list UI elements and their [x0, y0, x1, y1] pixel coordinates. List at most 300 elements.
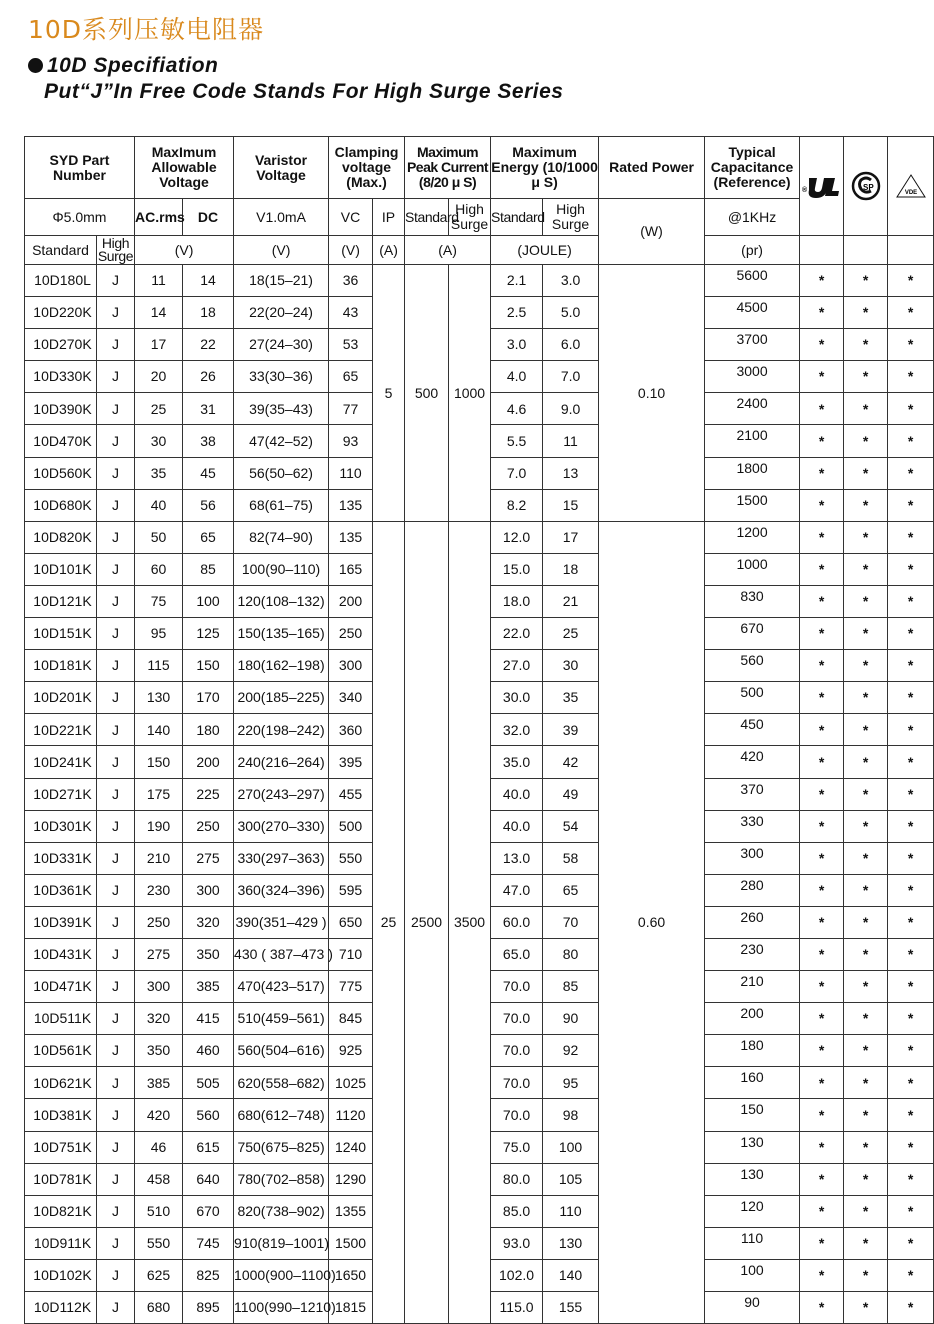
clamping-voltage-cell: 925 [329, 1035, 373, 1067]
header-part-number: SYD Part Number [25, 137, 135, 199]
subheader-v1ma: V1.0mA [234, 199, 329, 236]
vde-mark-cell: * [888, 553, 934, 585]
clamping-voltage-cell: 200 [329, 585, 373, 617]
energy-standard-cell: 70.0 [491, 1099, 543, 1131]
capacitance-cell: 1200 [705, 521, 800, 553]
unit-pr: (pr) [705, 236, 800, 265]
capacitance-cell: 3700 [705, 329, 800, 361]
capacitance-cell: 500 [705, 682, 800, 714]
ul-mark-cell: * [800, 1131, 844, 1163]
ac-voltage-cell: 130 [135, 682, 183, 714]
vde-mark-cell: * [888, 521, 934, 553]
energy-high-cell: 15 [543, 489, 599, 521]
vde-mark-cell: * [888, 618, 934, 650]
dc-voltage-cell: 505 [183, 1067, 234, 1099]
dc-voltage-cell: 350 [183, 938, 234, 970]
capacitance-cell: 130 [705, 1131, 800, 1163]
energy-high-cell: 85 [543, 971, 599, 1003]
high-surge-cell: J [97, 778, 135, 810]
energy-standard-cell: 13.0 [491, 842, 543, 874]
varistor-voltage-cell: 82(74–90) [234, 521, 329, 553]
dc-voltage-cell: 275 [183, 842, 234, 874]
unit-empty-ul [800, 236, 844, 265]
dc-voltage-cell: 170 [183, 682, 234, 714]
ac-voltage-cell: 40 [135, 489, 183, 521]
unit-high-surge: High Surge [97, 234, 134, 264]
part-number-cell: 10D270K [25, 329, 97, 361]
csa-mark-cell: * [844, 778, 888, 810]
clamping-voltage-cell: 500 [329, 810, 373, 842]
svg-text:SP: SP [862, 183, 874, 192]
varistor-voltage-cell: 1100(990–1210) [234, 1292, 329, 1324]
vde-mark-cell: * [888, 906, 934, 938]
ac-voltage-cell: 30 [135, 425, 183, 457]
header-clamping: Clamping voltage (Max.) [329, 137, 405, 199]
unit-volt: (V) [135, 236, 234, 265]
ul-mark-cell: * [800, 1292, 844, 1324]
varistor-voltage-cell: 270(243–297) [234, 778, 329, 810]
varistor-voltage-cell: 820(738–902) [234, 1195, 329, 1227]
energy-standard-cell: 2.1 [491, 265, 543, 297]
high-surge-cell: J [97, 1067, 135, 1099]
varistor-voltage-cell: 68(61–75) [234, 489, 329, 521]
ul-mark-cell: * [800, 265, 844, 297]
high-surge-cell: J [97, 810, 135, 842]
vde-mark-cell: * [888, 650, 934, 682]
capacitance-cell: 160 [705, 1067, 800, 1099]
ul-mark-cell: * [800, 1259, 844, 1291]
ac-voltage-cell: 17 [135, 329, 183, 361]
clamping-voltage-cell: 53 [329, 329, 373, 361]
energy-standard-cell: 8.2 [491, 489, 543, 521]
vde-mark-cell: * [888, 329, 934, 361]
table-row [25, 265, 934, 297]
part-number-cell: 10D301K [25, 810, 97, 842]
dc-voltage-cell: 38 [183, 425, 234, 457]
capacitance-cell: 3000 [705, 361, 800, 393]
ul-mark-cell: * [800, 874, 844, 906]
high-surge-cell: J [97, 1227, 135, 1259]
spec-title [28, 54, 218, 78]
high-surge-cell: J [97, 938, 135, 970]
capacitance-cell: 560 [705, 650, 800, 682]
csa-mark-cell: * [844, 1259, 888, 1291]
part-number-cell: 10D151K [25, 618, 97, 650]
capacitance-cell: 1000 [705, 553, 800, 585]
energy-standard-cell: 65.0 [491, 938, 543, 970]
vde-mark-cell: * [888, 1195, 934, 1227]
dc-voltage-cell: 615 [183, 1131, 234, 1163]
capacitance-cell: 5600 [705, 265, 800, 297]
vde-mark-cell: * [888, 714, 934, 746]
high-surge-cell: J [97, 393, 135, 425]
ac-voltage-cell: 46 [135, 1131, 183, 1163]
vde-mark-cell: * [888, 393, 934, 425]
clamping-voltage-cell: 455 [329, 778, 373, 810]
vde-mark-cell: * [888, 971, 934, 1003]
header-peak-current: Maximum Peak Current (8/20 μ S) [405, 137, 491, 199]
ac-voltage-cell: 250 [135, 906, 183, 938]
varistor-voltage-cell: 360(324–396) [234, 874, 329, 906]
energy-standard-cell: 47.0 [491, 874, 543, 906]
energy-high-cell: 3.0 [543, 265, 599, 297]
csa-mark-cell: * [844, 618, 888, 650]
vde-logo-cell [888, 137, 934, 236]
energy-high-cell: 18 [543, 553, 599, 585]
dc-voltage-cell: 385 [183, 971, 234, 1003]
clamping-voltage-cell: 1290 [329, 1163, 373, 1195]
dc-voltage-cell: 31 [183, 393, 234, 425]
vde-mark-cell: * [888, 457, 934, 489]
ac-voltage-cell: 385 [135, 1067, 183, 1099]
vde-mark-cell: * [888, 1259, 934, 1291]
energy-standard-cell: 7.0 [491, 457, 543, 489]
high-surge-cell: J [97, 329, 135, 361]
clamping-voltage-cell: 135 [329, 489, 373, 521]
high-surge-cell: J [97, 1003, 135, 1035]
varistor-voltage-cell: 750(675–825) [234, 1131, 329, 1163]
clamping-voltage-cell: 340 [329, 682, 373, 714]
vde-mark-cell: * [888, 1099, 934, 1131]
csa-mark-cell: * [844, 297, 888, 329]
vde-mark-cell: * [888, 778, 934, 810]
energy-standard-cell: 93.0 [491, 1227, 543, 1259]
varistor-voltage-cell: 180(162–198) [234, 650, 329, 682]
csa-mark-cell: * [844, 457, 888, 489]
energy-standard-cell: 2.5 [491, 297, 543, 329]
ul-mark-cell: * [800, 297, 844, 329]
subheader-energy-standard: Standard [491, 199, 543, 236]
ul-mark-cell: * [800, 489, 844, 521]
ac-voltage-cell: 275 [135, 938, 183, 970]
vde-mark-cell: * [888, 1227, 934, 1259]
clamping-voltage-cell: 43 [329, 297, 373, 329]
high-surge-cell: J [97, 265, 135, 297]
energy-high-cell: 30 [543, 650, 599, 682]
ac-voltage-cell: 20 [135, 361, 183, 393]
csa-mark-cell: * [844, 682, 888, 714]
subheader-high-surge: High Surge [449, 199, 491, 236]
dc-voltage-cell: 150 [183, 650, 234, 682]
capacitance-cell: 450 [705, 714, 800, 746]
energy-standard-cell: 22.0 [491, 618, 543, 650]
part-number-cell: 10D511K [25, 1003, 97, 1035]
dc-voltage-cell: 200 [183, 746, 234, 778]
ac-voltage-cell: 50 [135, 521, 183, 553]
high-surge-cell: J [97, 1163, 135, 1195]
ul-mark-cell: * [800, 521, 844, 553]
clamping-voltage-cell: 595 [329, 874, 373, 906]
header-max-voltage: MaxImum Allowable Voltage [135, 137, 234, 199]
spec-table [24, 136, 934, 1324]
energy-high-cell: 80 [543, 938, 599, 970]
unit-amp-peak: (A) [405, 236, 491, 265]
table-row [25, 521, 934, 553]
high-surge-cell: J [97, 971, 135, 1003]
varistor-voltage-cell: 390(351–429 ) [234, 906, 329, 938]
part-number-cell: 10D271K [25, 778, 97, 810]
energy-standard-cell: 5.5 [491, 425, 543, 457]
clamping-voltage-cell: 550 [329, 842, 373, 874]
energy-high-cell: 9.0 [543, 393, 599, 425]
csa-mark-cell: * [844, 874, 888, 906]
dc-voltage-cell: 14 [183, 265, 234, 297]
dc-voltage-cell: 85 [183, 553, 234, 585]
energy-standard-cell: 70.0 [491, 971, 543, 1003]
energy-standard-cell: 12.0 [491, 521, 543, 553]
part-number-cell: 10D781K [25, 1163, 97, 1195]
part-number-cell: 10D201K [25, 682, 97, 714]
energy-high-cell: 58 [543, 842, 599, 874]
varistor-voltage-cell: 300(270–330) [234, 810, 329, 842]
ac-voltage-cell: 420 [135, 1099, 183, 1131]
ac-voltage-cell: 190 [135, 810, 183, 842]
varistor-voltage-cell: 47(42–52) [234, 425, 329, 457]
part-number-cell: 10D751K [25, 1131, 97, 1163]
ul-mark-cell: * [800, 746, 844, 778]
ul-mark-cell: * [800, 842, 844, 874]
dc-voltage-cell: 250 [183, 810, 234, 842]
high-surge-cell: J [97, 1131, 135, 1163]
energy-standard-cell: 85.0 [491, 1195, 543, 1227]
csa-logo-cell [844, 137, 888, 236]
varistor-voltage-cell: 560(504–616) [234, 1035, 329, 1067]
high-surge-cell: J [97, 874, 135, 906]
part-number-cell: 10D621K [25, 1067, 97, 1099]
ac-voltage-cell: 320 [135, 1003, 183, 1035]
unit-amp: (A) [373, 236, 405, 265]
ul-mark-cell: * [800, 810, 844, 842]
energy-high-cell: 70 [543, 906, 599, 938]
csa-mark-cell: * [844, 1131, 888, 1163]
subheader-watt: (W) [599, 199, 705, 265]
high-surge-cell: J [97, 650, 135, 682]
energy-standard-cell: 3.0 [491, 329, 543, 361]
clamping-voltage-cell: 845 [329, 1003, 373, 1035]
energy-standard-cell: 80.0 [491, 1163, 543, 1195]
capacitance-cell: 4500 [705, 297, 800, 329]
peak-high-cell: 1000 [449, 265, 491, 522]
unit-standard: Standard [25, 236, 97, 265]
energy-standard-cell: 70.0 [491, 1067, 543, 1099]
ul-mark-cell: * [800, 329, 844, 361]
clamping-voltage-cell: 775 [329, 971, 373, 1003]
dc-voltage-cell: 560 [183, 1099, 234, 1131]
energy-high-cell: 155 [543, 1292, 599, 1324]
high-surge-cell: J [97, 714, 135, 746]
energy-standard-cell: 4.6 [491, 393, 543, 425]
varistor-voltage-cell: 510(459–561) [234, 1003, 329, 1035]
energy-high-cell: 92 [543, 1035, 599, 1067]
clamping-voltage-cell: 1500 [329, 1227, 373, 1259]
ip-cell: 5 [373, 265, 405, 522]
varistor-voltage-cell: 22(20–24) [234, 297, 329, 329]
ac-voltage-cell: 210 [135, 842, 183, 874]
energy-high-cell: 130 [543, 1227, 599, 1259]
energy-standard-cell: 70.0 [491, 1003, 543, 1035]
part-number-cell: 10D381K [25, 1099, 97, 1131]
vde-mark-cell: * [888, 938, 934, 970]
energy-high-cell: 17 [543, 521, 599, 553]
ul-mark-cell: * [800, 1163, 844, 1195]
high-surge-cell: J [97, 1195, 135, 1227]
ac-voltage-cell: 11 [135, 265, 183, 297]
ac-voltage-cell: 625 [135, 1259, 183, 1291]
csa-mark-cell: * [844, 714, 888, 746]
capacitance-cell: 130 [705, 1163, 800, 1195]
clamping-voltage-cell: 1120 [329, 1099, 373, 1131]
part-number-cell: 10D102K [25, 1259, 97, 1291]
high-surge-cell: J [97, 297, 135, 329]
dc-voltage-cell: 640 [183, 1163, 234, 1195]
part-number-cell: 10D220K [25, 297, 97, 329]
subheader-ac: AC.rms [135, 199, 183, 236]
part-number-cell: 10D820K [25, 521, 97, 553]
varistor-voltage-cell: 430 ( 387–473 ) [234, 938, 329, 970]
varistor-voltage-cell: 120(108–132) [234, 585, 329, 617]
ul-mark-cell: * [800, 650, 844, 682]
part-number-cell: 10D390K [25, 393, 97, 425]
part-number-cell: 10D911K [25, 1227, 97, 1259]
varistor-voltage-cell: 470(423–517) [234, 971, 329, 1003]
clamping-voltage-cell: 93 [329, 425, 373, 457]
peak-high-cell: 3500 [449, 521, 491, 1323]
ac-voltage-cell: 510 [135, 1195, 183, 1227]
part-number-cell: 10D431K [25, 938, 97, 970]
capacitance-cell: 210 [705, 971, 800, 1003]
header-energy: Maximum Energy (10/1000 μ S) [491, 137, 599, 199]
energy-standard-cell: 115.0 [491, 1292, 543, 1324]
varistor-voltage-cell: 18(15–21) [234, 265, 329, 297]
subheader-ip: IP [373, 199, 405, 236]
csa-mark-cell: * [844, 393, 888, 425]
vde-mark-cell: * [888, 585, 934, 617]
varistor-voltage-cell: 620(558–682) [234, 1067, 329, 1099]
subheader-freq: @1KHz [705, 199, 800, 236]
dc-voltage-cell: 670 [183, 1195, 234, 1227]
subtitle: Put“J”In Free Code Stands For High Surge Series [44, 80, 564, 103]
clamping-voltage-cell: 1815 [329, 1292, 373, 1324]
subheader-energy-high: High Surge [543, 199, 599, 236]
csa-mark-cell: * [844, 938, 888, 970]
subheader-dc: DC [183, 199, 234, 236]
energy-high-cell: 90 [543, 1003, 599, 1035]
high-surge-cell: J [97, 1099, 135, 1131]
capacitance-cell: 330 [705, 810, 800, 842]
csa-mark-cell: * [844, 906, 888, 938]
high-surge-cell: J [97, 457, 135, 489]
clamping-voltage-cell: 1355 [329, 1195, 373, 1227]
ac-voltage-cell: 230 [135, 874, 183, 906]
high-surge-cell: J [97, 489, 135, 521]
varistor-voltage-cell: 150(135–165) [234, 618, 329, 650]
ul-mark-cell: * [800, 682, 844, 714]
part-number-cell: 10D391K [25, 906, 97, 938]
high-surge-cell: J [97, 521, 135, 553]
ul-mark-cell: * [800, 714, 844, 746]
ul-mark-cell: * [800, 1227, 844, 1259]
high-surge-cell: J [97, 553, 135, 585]
csa-mark-cell: * [844, 1035, 888, 1067]
varistor-voltage-cell: 100(90–110) [234, 553, 329, 585]
csa-mark-cell: * [844, 1195, 888, 1227]
dc-voltage-cell: 100 [183, 585, 234, 617]
energy-high-cell: 140 [543, 1259, 599, 1291]
part-number-cell: 10D330K [25, 361, 97, 393]
ul-mark-cell: * [800, 457, 844, 489]
csa-mark-cell: * [844, 1099, 888, 1131]
varistor-voltage-cell: 910(819–1001) [234, 1227, 329, 1259]
csa-mark-cell: * [844, 489, 888, 521]
capacitance-cell: 230 [705, 938, 800, 970]
clamping-voltage-cell: 1650 [329, 1259, 373, 1291]
csa-mark-cell: * [844, 1003, 888, 1035]
csa-mark-cell: * [844, 265, 888, 297]
high-surge-cell: J [97, 1259, 135, 1291]
energy-standard-cell: 18.0 [491, 585, 543, 617]
part-number-cell: 10D471K [25, 971, 97, 1003]
energy-standard-cell: 4.0 [491, 361, 543, 393]
unit-volt-varistor: (V) [234, 236, 329, 265]
header-varistor-voltage: Varistor Voltage [234, 137, 329, 199]
energy-standard-cell: 102.0 [491, 1259, 543, 1291]
ul-logo-cell [800, 137, 844, 236]
ul-mark-cell: * [800, 361, 844, 393]
dc-voltage-cell: 895 [183, 1292, 234, 1324]
dc-voltage-cell: 56 [183, 489, 234, 521]
ac-voltage-cell: 75 [135, 585, 183, 617]
energy-high-cell: 6.0 [543, 329, 599, 361]
clamping-voltage-cell: 165 [329, 553, 373, 585]
peak-standard-cell: 2500 [405, 521, 449, 1323]
clamping-voltage-cell: 1240 [329, 1131, 373, 1163]
energy-standard-cell: 15.0 [491, 553, 543, 585]
high-surge-cell: J [97, 746, 135, 778]
csa-mark-cell: * [844, 361, 888, 393]
ul-mark-cell: * [800, 971, 844, 1003]
capacitance-cell: 830 [705, 585, 800, 617]
dc-voltage-cell: 18 [183, 297, 234, 329]
dc-voltage-cell: 180 [183, 714, 234, 746]
energy-high-cell: 42 [543, 746, 599, 778]
ul-mark-cell: * [800, 1195, 844, 1227]
ac-voltage-cell: 150 [135, 746, 183, 778]
capacitance-cell: 180 [705, 1035, 800, 1067]
energy-high-cell: 54 [543, 810, 599, 842]
peak-standard-cell: 500 [405, 265, 449, 522]
vde-mark-cell: * [888, 489, 934, 521]
varistor-voltage-cell: 27(24–30) [234, 329, 329, 361]
vde-mark-cell: * [888, 1067, 934, 1099]
part-number-cell: 10D470K [25, 425, 97, 457]
high-surge-cell: J [97, 1035, 135, 1067]
energy-standard-cell: 40.0 [491, 810, 543, 842]
energy-standard-cell: 60.0 [491, 906, 543, 938]
energy-high-cell: 98 [543, 1099, 599, 1131]
clamping-voltage-cell: 1025 [329, 1067, 373, 1099]
energy-high-cell: 110 [543, 1195, 599, 1227]
clamping-voltage-cell: 360 [329, 714, 373, 746]
varistor-voltage-cell: 330(297–363) [234, 842, 329, 874]
part-number-cell: 10D560K [25, 457, 97, 489]
high-surge-cell: J [97, 618, 135, 650]
energy-high-cell: 65 [543, 874, 599, 906]
clamping-voltage-cell: 36 [329, 265, 373, 297]
part-number-cell: 10D180L [25, 265, 97, 297]
vde-logo-icon [895, 173, 927, 199]
energy-standard-cell: 30.0 [491, 682, 543, 714]
energy-high-cell: 39 [543, 714, 599, 746]
